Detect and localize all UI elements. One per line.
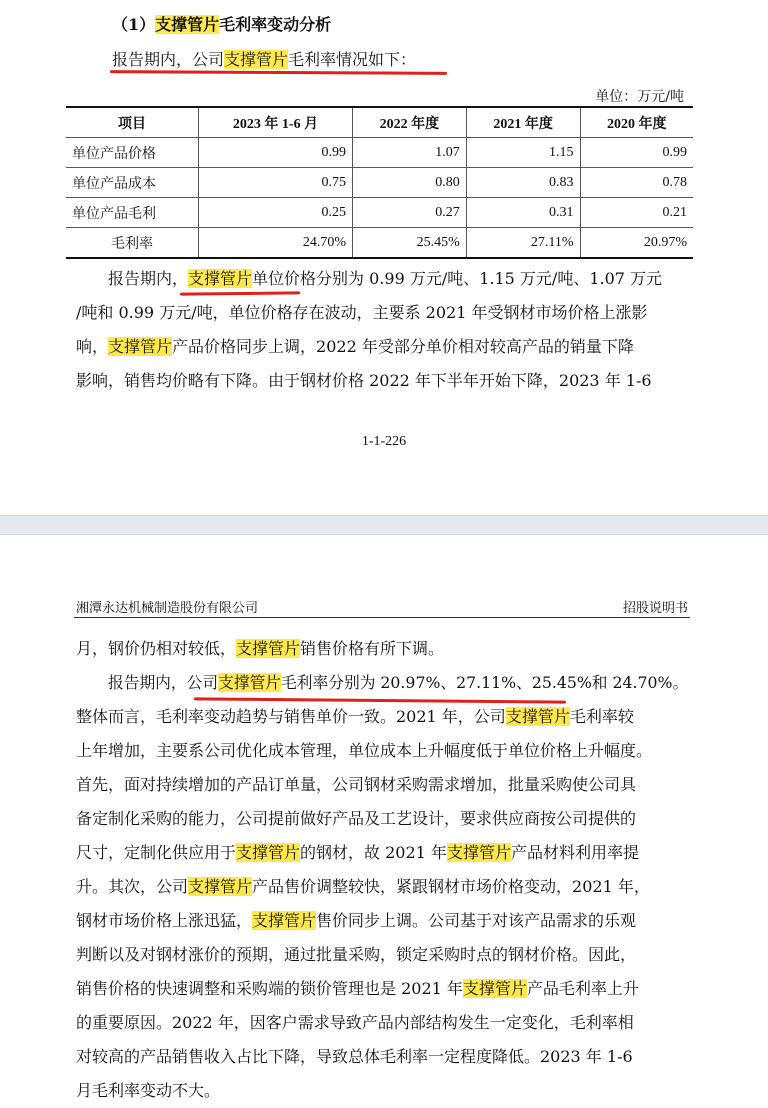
company-header: 湘潭永达机械制造股份有限公司 — [76, 601, 259, 616]
table-cell: 0.83 — [466, 168, 580, 198]
page-number: 1-1-226 — [361, 434, 407, 449]
search-highlight: 支撑管片 — [155, 15, 220, 34]
table-cell: 0.27 — [353, 198, 467, 228]
table-cell: 单位产品毛利 — [66, 198, 199, 228]
table-cell: 0.99 — [580, 138, 693, 168]
gross-margin-table — [66, 106, 693, 259]
search-highlight: 支撑管片 — [462, 979, 527, 998]
search-highlight: 支撑管片 — [236, 639, 301, 658]
table-header-cell: 项目 — [66, 107, 199, 138]
red-underline-annotation — [110, 70, 447, 75]
table-cell: 毛利率 — [66, 228, 199, 259]
search-highlight: 支撑管片 — [108, 337, 173, 356]
search-highlight: 支撑管片 — [236, 843, 301, 862]
table-cell: 单位产品价格 — [66, 138, 199, 168]
table-cell: 25.45% — [353, 228, 467, 259]
table-header-cell: 2023 年 1-6 月 — [199, 107, 353, 138]
price-analysis-paragraph: 报告期内，支撑管片单位价格分别为 0.99 万元/吨、1.15 万元/吨、1.07 万元 /吨和 0.99 万元/吨，单位价格存在波动，主要系 2021 年受钢材市场价格上涨影 响，支撑管片产品价格同步上调，2022 年受部分单价相对较高产品的销量下降 影响，销售均价略有下降。由于钢材价格 2022 年下半年开始下降，2023 年 1-6 — [76, 269, 663, 390]
document-page-1 — [0, 0, 768, 515]
price-analysis-continued: 月，钢价仍相对较低，支撑管片销售价格有所下调。 — [76, 639, 445, 658]
table-cell: 24.70% — [199, 228, 353, 259]
search-highlight: 支撑管片 — [188, 269, 253, 288]
search-highlight: 支撑管片 — [446, 843, 511, 862]
table-row — [66, 168, 693, 198]
page-separator — [0, 515, 768, 535]
table-row — [66, 228, 693, 259]
table-cell: 0.75 — [199, 168, 353, 198]
header-rule — [74, 617, 690, 618]
gross-margin-analysis-paragraph: 报告期内，公司支撑管片毛利率分别为 20.97%、27.11%、25.45%和 24.70%。 整体而言，毛利率变动趋势与销售单价一致。2021 年，公司支撑管片毛利率较 上年增加，主要系公司优化成本管理，单位成本上升幅度低于单位价格上升幅度。 首先，面对持续增加的产品订单量，公司钢材采购需求增加，批量采购使公司具 备定制化采购的能力，公司提前做好产品及工艺设计，要求供应商按公司提供的 尺寸，定制化供应用于支撑管片的钢材，故 2021 年支撑管片产品材料利用率提 升。其次，公司支撑管片产品售价调整较快，紧跟钢材市场价格变动，2021 年， 钢材市场价格上涨迅猛，支撑管片售价同步上调。公司基于对该产品需求的乐观 判断以及对钢材涨价的预期，通过批量采购，锁定采购时点的钢材价格。因此， 销售价格的快速调整和采购端的锁价管理也是 2021 年支撑管片产品毛利率上升 的重要原因。2022 年，因客户需求导致产品内部结构发生一定变化，毛利率相 对较高的产品销售收入占比下降，导致总体毛利率一定程度降低。2023 年 1-6 月毛利率变动不大。 — [76, 673, 689, 1100]
table-cell: 0.80 — [353, 168, 467, 198]
section-heading: （1）支撑管片毛利率变动分析 — [112, 15, 332, 34]
search-highlight: 支撑管片 — [505, 707, 570, 726]
table-row — [66, 138, 693, 168]
search-highlight: 支撑管片 — [188, 877, 253, 896]
table-header-cell: 2020 年度 — [580, 107, 693, 138]
table-row — [66, 198, 693, 228]
unit-label: 单位：万元/吨 — [595, 89, 684, 105]
document-page-2 — [0, 535, 768, 1107]
table-cell: 0.25 — [199, 198, 353, 228]
table-cell: 1.07 — [353, 138, 467, 168]
table-cell: 0.21 — [580, 198, 693, 228]
document-type-header: 招股说明书 — [622, 601, 688, 616]
table-header-cell: 2022 年度 — [353, 107, 467, 138]
search-highlight: 支撑管片 — [224, 50, 289, 69]
table-cell: 27.11% — [466, 228, 580, 259]
intro-text: 报告期内，公司支撑管片毛利率情况如下： — [112, 50, 417, 69]
table-cell: 0.31 — [466, 198, 580, 228]
search-highlight: 支撑管片 — [252, 911, 317, 930]
table-cell: 1.15 — [466, 138, 580, 168]
table-cell: 单位产品成本 — [66, 168, 199, 198]
table-header-cell: 2021 年度 — [466, 107, 580, 138]
table-cell: 0.99 — [199, 138, 353, 168]
table-header-row — [66, 107, 693, 138]
search-highlight: 支撑管片 — [218, 673, 282, 692]
table-cell: 20.97% — [580, 228, 693, 259]
table-cell: 0.78 — [580, 168, 693, 198]
